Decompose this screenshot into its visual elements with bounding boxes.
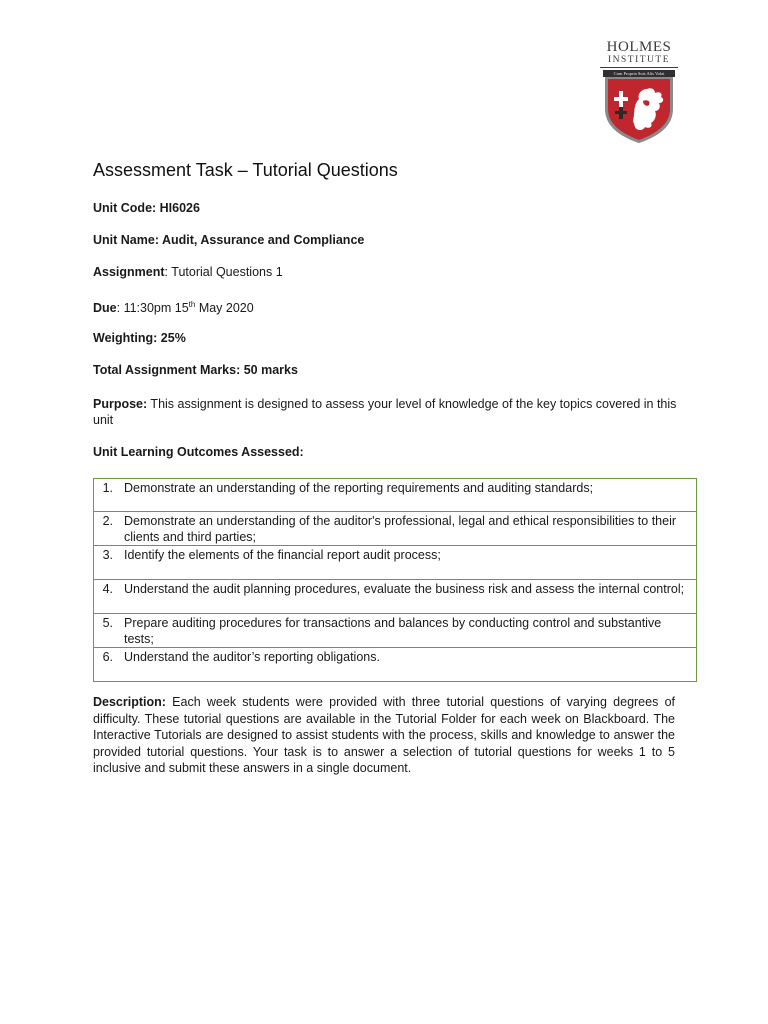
holmes-institute-logo — [600, 40, 678, 143]
purpose-label: Purpose: — [93, 397, 148, 411]
outcome-number: 2. — [102, 514, 113, 528]
outcome-number: 5. — [102, 616, 113, 630]
outcome-cell — [94, 580, 697, 614]
outcome-text: Demonstrate an understanding of the auditor's professional, legal and ethical responsibilities to their clients and third parties; — [124, 514, 677, 544]
page-title: Assessment Task – Tutorial Questions — [93, 160, 398, 180]
logo-brand-text: HOLMES — [606, 39, 672, 55]
assignment-value: : Tutorial Questions 1 — [164, 265, 283, 279]
table-row — [94, 614, 697, 648]
outcome-number: 3. — [102, 548, 113, 562]
table-row — [94, 479, 697, 512]
logo-motto: Cum Propria Suis Alis Volat — [603, 70, 675, 77]
due-value-post: May 2020 — [195, 301, 254, 316]
description-text: Each week students were provided with three tutorial questions of varying degrees of difficulty. These tutorial questions are available in the Tutorial Folder for each week on Blackboard. The Interactive Tutorials are designed to assist students with the process, skills and knowledge to answer the provided tutorial questions. Your task is to answer a selection of tutorial questions for weeks 1 to 5 inclusive and submit these answers in a single document. — [93, 695, 675, 775]
outcome-text: Identify the elements of the financial report audit process; — [124, 548, 441, 562]
unit-code-text: Unit Code: HI6026 — [93, 201, 200, 215]
description-label: Description: — [93, 695, 166, 709]
outcome-number: 1. — [102, 481, 113, 495]
outcome-text: Prepare auditing procedures for transactions and balances by conducting control and substantive tests; — [124, 616, 662, 646]
outcome-cell — [94, 546, 697, 580]
outcome-cell — [94, 512, 697, 546]
unit-name — [93, 232, 364, 248]
assignment — [93, 264, 283, 280]
due-value-pre: : 11:30pm 15 — [116, 301, 189, 316]
table-row — [94, 580, 697, 614]
weighting — [93, 330, 186, 346]
outcome-cell — [94, 614, 697, 648]
table-row — [94, 546, 697, 580]
assignment-label: Assignment — [93, 265, 165, 279]
table-row — [94, 648, 697, 682]
outcome-text: Understand the auditor’s reporting obligations. — [124, 650, 380, 664]
purpose — [93, 396, 683, 428]
learning-outcomes-table — [93, 478, 697, 682]
total-marks — [93, 362, 298, 378]
outcome-text: Demonstrate an understanding of the reporting requirements and auditing standards; — [124, 481, 594, 495]
total-marks-text: Total Assignment Marks: 50 marks — [93, 363, 298, 377]
outcomes-heading — [93, 444, 304, 460]
outcomes-heading-text: Unit Learning Outcomes Assessed: — [93, 445, 304, 459]
weighting-text: Weighting: 25% — [93, 331, 186, 345]
outcome-cell — [94, 479, 697, 512]
description — [93, 694, 675, 777]
shield-crest-icon — [603, 77, 675, 143]
due-sup: th — [188, 300, 196, 309]
outcome-text: Understand the audit planning procedures, evaluate the business risk and assess the internal control; — [124, 582, 685, 596]
due-date — [93, 297, 254, 316]
table-row — [94, 512, 697, 546]
due-label: Due — [93, 301, 117, 316]
unit-code — [93, 200, 200, 216]
unit-name-text: Unit Name: Audit, Assurance and Compliance — [93, 233, 365, 247]
logo-sub-text: INSTITUTE — [600, 55, 678, 68]
purpose-text: This assignment is designed to assess your level of knowledge of the key topics covered in this unit — [93, 397, 677, 427]
outcome-cell — [94, 648, 697, 682]
outcome-number: 4. — [102, 582, 113, 596]
outcome-number: 6. — [102, 650, 113, 664]
